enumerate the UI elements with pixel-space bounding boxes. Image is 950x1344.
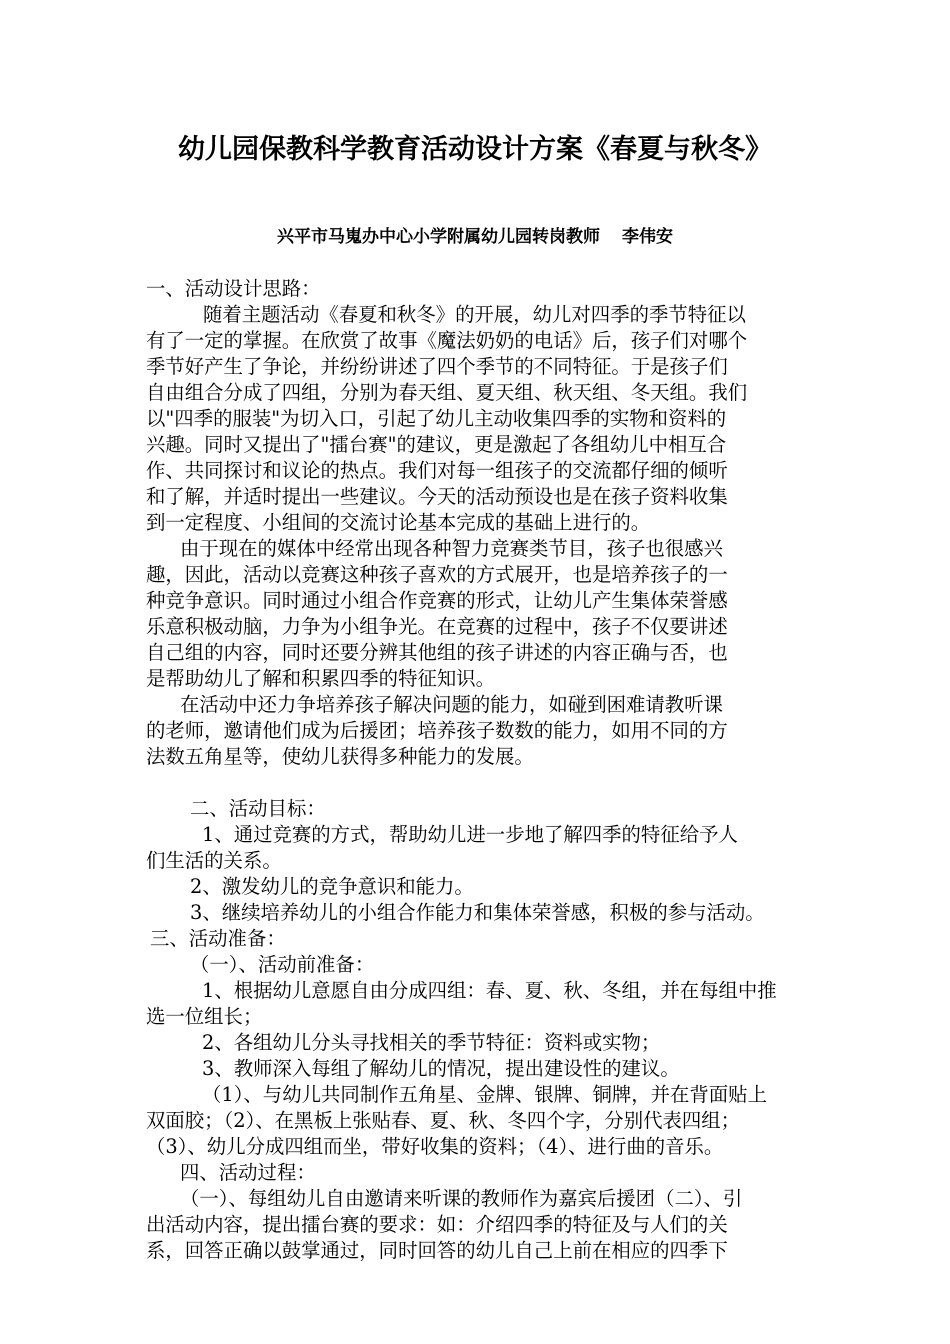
paragraph-line: 自由组合分成了四组，分别为春天组、夏天组、秋天组、冬天组。我们 [146, 381, 748, 404]
document-title: 幼儿园保教科学教育活动设计方案《春夏与秋冬》 [178, 134, 772, 165]
paragraph-line: 在活动中还力争培养孩子解决问题的能力，如碰到困难请教听课 [180, 693, 723, 716]
paragraph-line: 法数五角星等，使幼儿获得多种能力的发展。 [146, 745, 534, 768]
paragraph-line: 随着主题活动《春夏和秋冬》的开展，幼儿对四季的季节特征以 [203, 303, 746, 326]
paragraph-line: 的老师，邀请他们成为后援团；培养孩子数数的能力，如用不同的方 [146, 719, 728, 742]
paragraph-line: 是帮助幼儿了解和积累四季的特征知识。 [146, 667, 496, 690]
paragraph-line: 由于现在的媒体中经常出现各种智力竞赛类节目，孩子也很感兴 [180, 537, 723, 560]
paragraph-line: 乐意积极动脑，力争为小组争光。在竞赛的过程中，孩子不仅要讲述 [146, 615, 728, 638]
paragraph-line: 作、共同探讨和议论的热点。我们对每一组孩子的交流都仔细的倾听 [146, 459, 728, 482]
paragraph-line: 双面胶；（2）、在黑板上张贴春、夏、秋、冬四个字，分别代表四组； [146, 1109, 741, 1132]
paragraph-line: （3）、幼儿分成四组而坐，带好收集的资料；（4）、进行曲的音乐。 [146, 1135, 724, 1158]
paragraph-line: 自己组的内容，同时还要分辨其他组的孩子讲述的内容正确与否，也 [146, 641, 728, 664]
section-heading-3: 三、活动准备： [150, 927, 286, 950]
paragraph-line: 1、根据幼儿意愿自由分成四组：春、夏、秋、冬组，并在每组中推 [202, 979, 777, 1002]
paragraph-line: 3、教师深入每组了解幼儿的情况，提出建设性的建议。 [202, 1057, 680, 1080]
paragraph-line: 和了解，并适时提出一些建议。今天的活动预设也是在孩子资料收集 [146, 485, 728, 508]
section-heading-1: 一、活动设计思路： [146, 277, 321, 300]
paragraph-line: 种竞争意识。同时通过小组合作竞赛的形式，让幼儿产生集体荣誉感 [146, 589, 728, 612]
paragraph-line: （一）、活动前准备： [190, 953, 375, 976]
paragraph-line: 到一定程度、小组间的交流讨论基本完成的基础上进行的。 [146, 511, 651, 534]
paragraph-line: 季节好产生了争论，并纷纷讲述了四个季节的不同特征。于是孩子们 [146, 355, 728, 378]
section-heading-2: 二、活动目标： [190, 797, 326, 820]
paragraph-line: （1）、与幼儿共同制作五角星、金牌、银牌、铜牌，并在背面贴上 [202, 1083, 767, 1106]
paragraph-line: 选一位组长； [146, 1005, 263, 1028]
author-name: 李伟安 [622, 227, 673, 247]
paragraph-line: 趣，因此，活动以竞赛这种孩子喜欢的方式展开，也是培养孩子的一 [146, 563, 728, 586]
author-line [0, 223, 950, 251]
paragraph-line: （一）、每组幼儿自由邀请来听课的教师作为嘉宾后援团（二）、引 [180, 1187, 743, 1210]
paragraph-line: 系，回答正确以鼓掌通过，同时回答的幼儿自己上前在相应的四季下 [146, 1239, 728, 1262]
paragraph-line: 出活动内容，提出擂台赛的要求：如：介绍四季的特征及与人们的关 [146, 1213, 728, 1236]
section-heading-4: 四、活动过程： [180, 1161, 316, 1184]
paragraph-line: 以"四季的服装"为切入口，引起了幼儿主动收集四季的实物和资料的 [146, 407, 727, 430]
paragraph-line: 兴趣。同时又提出了"擂台赛"的建议，更是激起了各组幼儿中相互合 [146, 433, 727, 456]
paragraph-line: 2、激发幼儿的竞争意识和能力。 [190, 875, 474, 898]
paragraph-line: 3、继续培养幼儿的小组合作能力和集体荣誉感，积极的参与活动。 [190, 901, 765, 924]
paragraph-line: 有了一定的掌握。在欣赏了故事《魔法奶奶的电话》后，孩子们对哪个 [146, 329, 748, 352]
paragraph-line: 们生活的关系。 [146, 849, 282, 872]
paragraph-line: 2、各组幼儿分头寻找相关的季节特征：资料或实物； [202, 1031, 661, 1054]
author-unit: 兴平市马嵬办中心小学附属幼儿园转岗教师 [277, 227, 600, 247]
paragraph-line: 1、通过竞赛的方式，帮助幼儿进一步地了解四季的特征给予人 [202, 823, 738, 846]
